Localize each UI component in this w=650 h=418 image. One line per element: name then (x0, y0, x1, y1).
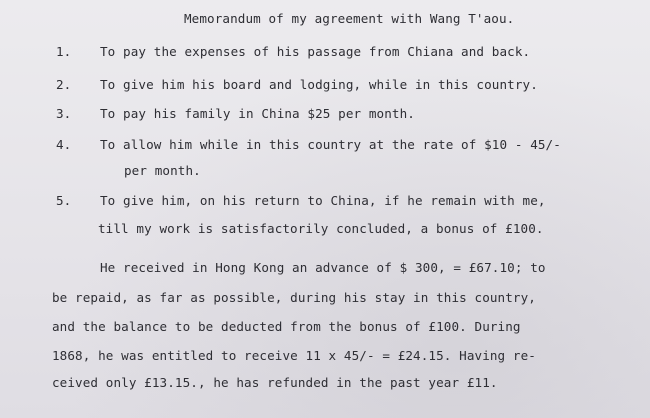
item-number: 4. (56, 137, 72, 152)
memorandum-title: Memorandum of my agreement with Wang T'aou. (184, 11, 515, 26)
item-text: To pay the expenses of his passage from Chiana and back. (100, 44, 531, 59)
paragraph-line: be repaid, as far as possible, during his stay in this country, (52, 290, 536, 305)
item-text-continuation: per month. (124, 163, 201, 178)
item-text: To allow him while in this country at the rate of $10 - 45/- (100, 137, 561, 152)
item-text: To give him his board and lodging, while in this country. (100, 77, 538, 92)
item-number: 2. (56, 77, 72, 92)
item-text: To give him, on his return to China, if he remain with me, (100, 193, 546, 208)
paragraph-line: ceived only £13.15., he has refunded in the past year £11. (52, 375, 498, 390)
item-number: 1. (56, 44, 72, 59)
item-text-continuation: till my work is satisfactorily concluded, a bonus of £100. (98, 221, 544, 236)
paragraph-line: and the balance to be deducted from the bonus of £100. During (52, 319, 521, 334)
item-text: To pay his family in China $25 per month. (100, 106, 415, 121)
paragraph-line: He received in Hong Kong an advance of $ 300, = £67.10; to (100, 260, 546, 275)
item-number: 5. (56, 193, 72, 208)
paragraph-line: 1868, he was entitled to receive 11 x 45/- = £24.15. Having re- (52, 348, 536, 363)
item-number: 3. (56, 106, 72, 121)
